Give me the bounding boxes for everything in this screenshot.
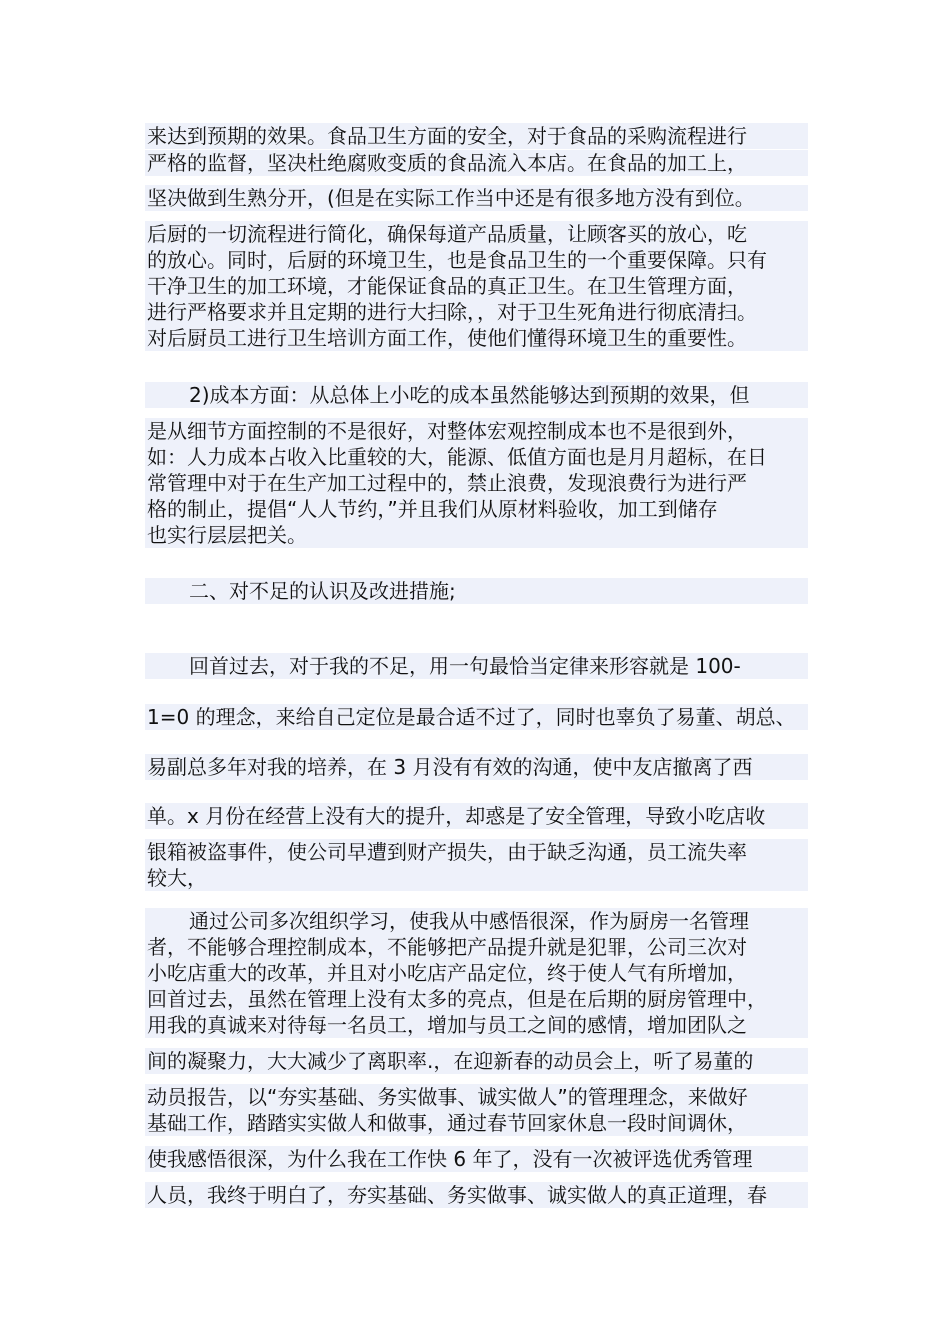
text-line: 是从细节方面控制的不是很好，对整体宏观控制成本也不是很到外， [145, 418, 808, 444]
text-line: 银箱被盗事件，使公司早遭到财产损失，由于缺乏沟通，员工流失率 [145, 839, 808, 865]
text-line: 用我的真诚来对待每一名员工，增加与员工之间的感情，增加团队之 [145, 1012, 808, 1038]
text-line: 1=0 的理念，来给自己定位是最合适不过了，同时也辜负了易董、胡总、 [145, 704, 808, 730]
text-line: 格的制止，提倡“人人节约，”并且我们从原材料验收，加工到储存 [145, 496, 808, 522]
section-heading [145, 578, 808, 604]
text-line: 来达到预期的效果。食品卫生方面的安全，对于食品的采购流程进行 [145, 123, 808, 149]
text-line: 较大， [145, 865, 808, 891]
paragraph-shortcomings [145, 653, 808, 891]
text-line: 人员，我终于明白了，夯实基础、务实做事、诚实做人的真正道理，春 [145, 1182, 808, 1208]
text-line: 对后厨员工进行卫生培训方面工作，使他们懂得环境卫生的重要性。 [145, 325, 808, 351]
text-line: 使我感悟很深，为什么我在工作快 6 年了，没有一次被评选优秀管理 [145, 1146, 808, 1172]
text-line: 后厨的一切流程进行简化，确保每道产品质量，让顾客买的放心，吃 [145, 221, 808, 247]
text-line: 者，不能够合理控制成本，不能够把产品提升就是犯罪，公司三次对 [145, 934, 808, 960]
text-line: 如：人力成本占收入比重较的大，能源、低值方面也是月月超标，在日 [145, 444, 808, 470]
text-line: 的放心。同时，后厨的环境卫生，也是食品卫生的一个重要保障。只有 [145, 247, 808, 273]
text-line: 也实行层层把关。 [145, 522, 808, 548]
text-line: 动员报告，以“夯实基础、务实做事、诚实做人”的管理理念，来做好 [145, 1084, 808, 1110]
text-line: 回首过去，虽然在管理上没有太多的亮点，但是在后期的厨房管理中， [145, 986, 808, 1012]
text-line: 坚决做到生熟分开，(但是在实际工作当中还是有很多地方没有到位。 [145, 185, 808, 211]
paragraph-food-safety [145, 123, 808, 351]
section-heading-text: 二、对不足的认识及改进措施; [145, 578, 808, 604]
text-line: 2)成本方面：从总体上小吃的成本虽然能够达到预期的效果，但 [145, 382, 808, 408]
text-line: 干净卫生的加工环境，才能保证食品的真正卫生。在卫生管理方面， [145, 273, 808, 299]
text-line: 间的凝聚力，大大减少了离职率.，在迎新春的动员会上，听了易董的 [145, 1048, 808, 1074]
text-line: 基础工作，踏踏实实做人和做事，通过春节回家休息一段时间调休， [145, 1110, 808, 1136]
text-line: 通过公司多次组织学习，使我从中感悟很深，作为厨房一名管理 [145, 908, 808, 934]
text-line: 单。x 月份在经营上没有大的提升，却惑是了安全管理，导致小吃店收 [145, 803, 808, 829]
text-line: 进行严格要求并且定期的进行大扫除，，对于卫生死角进行彻底清扫。 [145, 299, 808, 325]
text-line: 常管理中对于在生产加工过程中的，禁止浪费，发现浪费行为进行严 [145, 470, 808, 496]
text-line: 易副总多年对我的培养，在 3 月没有有效的沟通，使中友店撤离了西 [145, 754, 808, 780]
text-line: 小吃店重大的改革，并且对小吃店产品定位，终于使人气有所增加， [145, 960, 808, 986]
paragraph-learning [145, 908, 808, 1208]
text-line: 严格的监督，坚决杜绝腐败变质的食品流入本店。在食品的加工上， [145, 150, 808, 176]
paragraph-cost [145, 382, 808, 548]
text-line: 回首过去，对于我的不足，用一句最恰当定律来形容就是 100- [145, 653, 808, 679]
